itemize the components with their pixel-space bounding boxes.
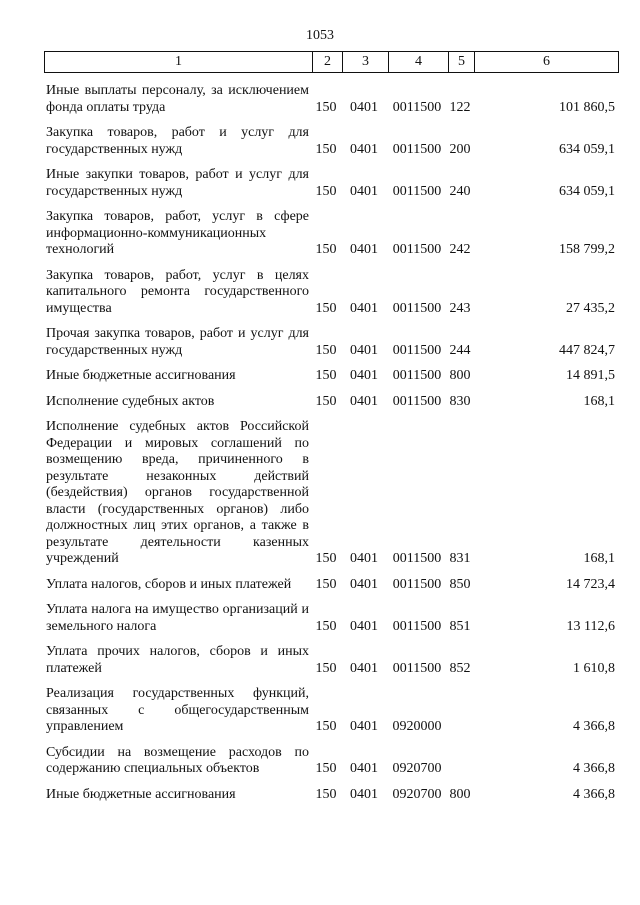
row-target-article: 0920700 xyxy=(392,786,442,802)
row-target-article: 0011500 xyxy=(392,99,442,115)
row-section: 0401 xyxy=(350,183,378,199)
row-section: 0401 xyxy=(350,300,378,316)
row-target-article: 0011500 xyxy=(392,551,442,566)
column-header-1: 1 xyxy=(175,54,182,69)
table-row xyxy=(44,644,619,677)
row-section: 0401 xyxy=(350,99,378,115)
row-target-article: 0011500 xyxy=(392,618,442,634)
column-header-6: 6 xyxy=(474,52,618,72)
row-target-article: 0011500 xyxy=(392,368,442,383)
row-grbs: 150 xyxy=(315,786,337,802)
row-section: 0401 xyxy=(350,141,378,157)
table-row xyxy=(44,787,619,804)
row-target-article: 0011500 xyxy=(392,183,442,199)
row-name: Иные бюджетные ассигнования xyxy=(46,368,236,383)
row-expense-type: 243 xyxy=(449,300,471,316)
table-row xyxy=(44,577,619,594)
row-grbs: 150 xyxy=(315,342,337,358)
row-target-article: 0920000 xyxy=(392,719,442,734)
row-expense-type: 852 xyxy=(449,660,471,676)
row-grbs: 150 xyxy=(315,300,337,316)
row-grbs: 150 xyxy=(315,99,337,115)
table-row xyxy=(44,368,619,385)
row-section: 0401 xyxy=(350,342,378,358)
row-amount: 27 435,2 xyxy=(566,300,615,316)
row-target-article: 0011500 xyxy=(392,300,442,316)
row-amount: 634 059,1 xyxy=(559,183,615,199)
row-expense-type: 831 xyxy=(449,551,471,566)
column-header-5: 5 xyxy=(448,52,474,72)
row-grbs: 150 xyxy=(315,183,337,199)
row-section: 0401 xyxy=(350,576,378,592)
row-expense-type: 200 xyxy=(449,141,471,157)
row-grbs: 150 xyxy=(315,551,337,566)
row-amount: 4 366,8 xyxy=(573,761,615,776)
row-amount: 4 366,8 xyxy=(573,719,615,734)
row-grbs: 150 xyxy=(315,761,337,776)
column-header-2: 2 xyxy=(312,52,342,72)
row-amount: 101 860,5 xyxy=(559,99,615,115)
row-expense-type: 851 xyxy=(449,618,471,634)
row-expense-type: 850 xyxy=(449,576,471,592)
row-name: Реализация государственных функций, связанных с общегосударственным управлением xyxy=(46,686,309,734)
row-expense-type: 240 xyxy=(449,183,471,199)
row-name: Уплата налога на имущество организаций и земельного налога xyxy=(46,602,309,634)
row-amount: 634 059,1 xyxy=(559,141,615,157)
row-target-article: 0920700 xyxy=(392,761,442,776)
row-section: 0401 xyxy=(350,551,378,566)
table-header xyxy=(44,51,619,73)
row-name: Закупка товаров, работ, услуг в целях капитального ремонта государственного имущества xyxy=(46,267,309,316)
column-header-4: 4 xyxy=(388,52,448,72)
table-row xyxy=(44,125,619,158)
row-grbs: 150 xyxy=(315,242,337,257)
row-target-article: 0011500 xyxy=(392,342,442,358)
table-row xyxy=(44,209,619,259)
row-target-article: 0011500 xyxy=(392,576,442,592)
page-number: 1053 xyxy=(306,28,334,43)
row-grbs: 150 xyxy=(315,141,337,157)
row-name: Иные выплаты персоналу, за исключением фонда оплаты труда xyxy=(46,83,309,115)
row-amount: 168,1 xyxy=(583,393,615,409)
row-name: Уплата прочих налогов, сборов и иных платежей xyxy=(46,644,309,676)
row-name: Закупка товаров, работ и услуг для государственных нужд xyxy=(46,125,309,157)
row-target-article: 0011500 xyxy=(392,141,442,157)
row-expense-type: 830 xyxy=(449,393,471,409)
row-expense-type: 800 xyxy=(449,786,471,802)
row-name: Уплата налогов, сборов и иных платежей xyxy=(46,576,292,592)
row-name: Закупка товаров, работ, услуг в сфере информационно-коммуникационных технологий xyxy=(46,209,309,257)
row-section: 0401 xyxy=(350,618,378,634)
row-grbs: 150 xyxy=(315,576,337,592)
table-row xyxy=(44,326,619,359)
row-section: 0401 xyxy=(350,393,378,409)
table-row xyxy=(44,686,619,736)
table-row xyxy=(44,394,619,411)
row-name: Иные закупки товаров, работ и услуг для государственных нужд xyxy=(46,167,309,199)
table-row xyxy=(44,602,619,635)
row-name: Исполнение судебных актов Российской Федерации и мировых соглашений по возмещению вреда, причиненного в результате незаконных действий (бездействия) органов государственной власти (государственных органов) либо должностных лиц этих органов, а также в результате деятельности казенных учреждений xyxy=(46,419,309,566)
row-grbs: 150 xyxy=(315,618,337,634)
row-section: 0401 xyxy=(350,719,378,734)
row-target-article: 0011500 xyxy=(392,242,442,257)
row-section: 0401 xyxy=(350,660,378,676)
row-name: Исполнение судебных актов xyxy=(46,393,215,409)
row-section: 0401 xyxy=(350,242,378,257)
row-amount: 14 723,4 xyxy=(566,576,615,592)
table-body xyxy=(44,83,619,812)
row-amount: 14 891,5 xyxy=(566,368,615,383)
row-amount: 158 799,2 xyxy=(559,242,615,257)
row-expense-type: 244 xyxy=(449,342,471,358)
row-grbs: 150 xyxy=(315,660,337,676)
row-target-article: 0011500 xyxy=(392,393,442,409)
row-expense-type: 242 xyxy=(449,242,471,257)
row-grbs: 150 xyxy=(315,368,337,383)
row-grbs: 150 xyxy=(315,719,337,734)
row-grbs: 150 xyxy=(315,393,337,409)
row-section: 0401 xyxy=(350,368,378,383)
row-name: Иные бюджетные ассигнования xyxy=(46,786,236,802)
row-expense-type: 800 xyxy=(449,368,471,383)
table-row xyxy=(44,167,619,200)
row-target-article: 0011500 xyxy=(392,660,442,676)
table-row xyxy=(44,83,619,116)
row-name: Субсидии на возмещение расходов по содержанию специальных объектов xyxy=(46,744,309,776)
row-amount: 4 366,8 xyxy=(573,786,615,802)
row-name: Прочая закупка товаров, работ и услуг для государственных нужд xyxy=(46,326,309,358)
row-amount: 447 824,7 xyxy=(559,342,615,358)
table-row xyxy=(44,745,619,778)
row-amount: 168,1 xyxy=(583,551,615,566)
row-section: 0401 xyxy=(350,761,378,776)
row-section: 0401 xyxy=(350,786,378,802)
row-amount: 13 112,6 xyxy=(566,618,615,634)
row-amount: 1 610,8 xyxy=(573,660,615,676)
column-header-3: 3 xyxy=(342,52,388,72)
table-row xyxy=(44,268,619,318)
table-row xyxy=(44,419,619,568)
row-expense-type: 122 xyxy=(449,99,471,115)
